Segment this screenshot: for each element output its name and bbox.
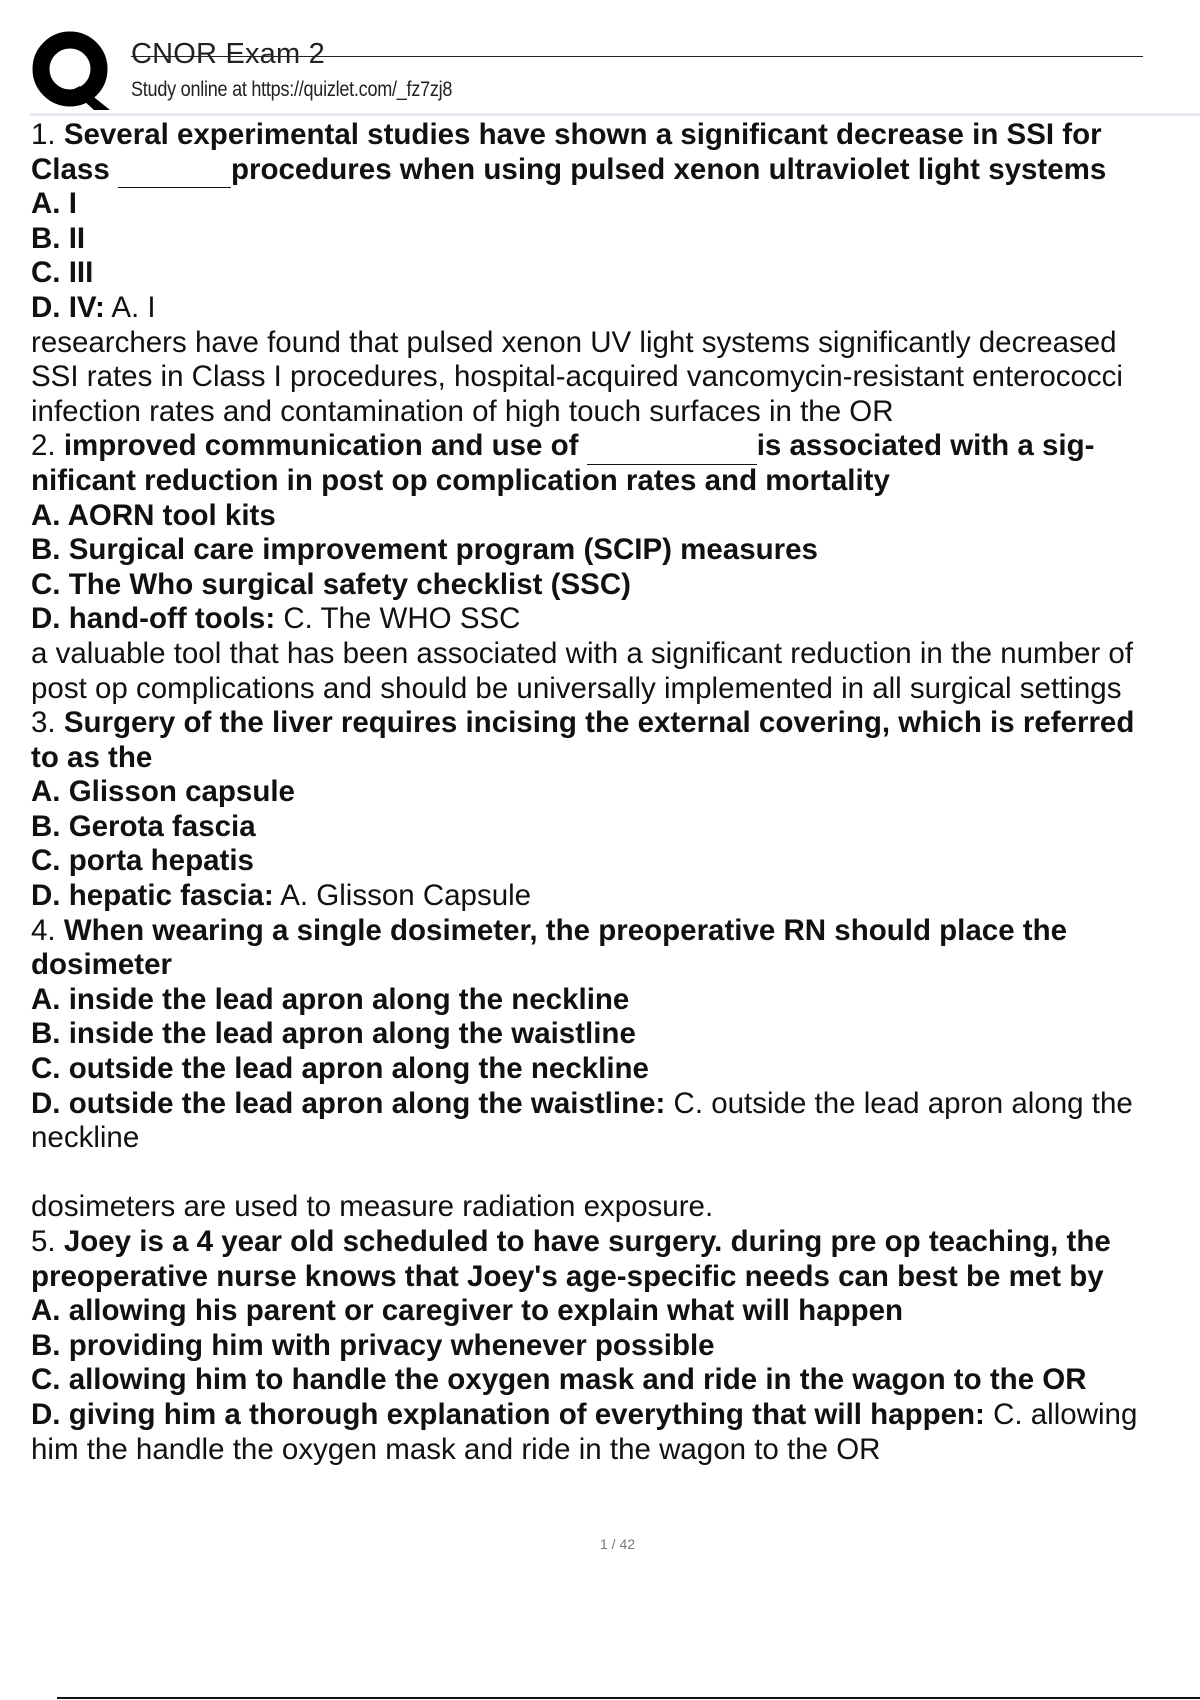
spacer xyxy=(31,1156,1200,1191)
question-1-option: C. III xyxy=(31,256,94,290)
question-2-explanation: post op complications and should be universally implemented in all surgical settings xyxy=(31,671,1122,705)
question-5-option: B. providing him with privacy whenever possible xyxy=(31,1328,715,1362)
question-4-answer: C. outside the lead apron along the xyxy=(673,1086,1133,1120)
header-divider xyxy=(30,113,1200,116)
question-2-stem-line-2: nificant reduction in post op complication rates and mortality xyxy=(31,463,890,497)
question-2-option-with-answer: D. hand-off tools: C. The WHO SSC xyxy=(31,602,521,636)
question-3-option: C. porta hepatis xyxy=(31,844,254,878)
question-4-answer-continued: neckline xyxy=(31,1121,140,1155)
question-1-answer: A. I xyxy=(111,290,156,324)
title-underline xyxy=(131,56,1143,57)
question-2-option: B. Surgical care improvement program (SCIP) measures xyxy=(31,533,818,567)
page-number: 1 / 42 xyxy=(599,1536,636,1552)
question-4-option: A. inside the lead apron along the neckline xyxy=(31,982,630,1016)
quizlet-q-logo-icon xyxy=(30,30,112,112)
question-2-explanation: a valuable tool that has been associated with a significant reduction in the number of xyxy=(31,636,1134,670)
question-1-option-with-answer: D. IV: A. I xyxy=(31,290,156,324)
question-5-option: A. allowing his parent or caregiver to explain what will happen xyxy=(31,1294,904,1328)
question-3-option-with-answer: D. hepatic fascia: A. Glisson Capsule xyxy=(31,879,532,913)
question-2-stem-line-1: 2. improved communication and use of is associated with a sig- xyxy=(31,429,1200,464)
document-body xyxy=(31,118,1200,1467)
question-3-option: B. Gerota fascia xyxy=(31,809,256,843)
question-4-option-with-answer: D. outside the lead apron along the waistline: C. outside the lead apron along the xyxy=(31,1086,1133,1120)
question-2-option: A. AORN tool kits xyxy=(31,498,276,532)
fill-in-blank xyxy=(118,153,231,189)
question-3-option: A. Glisson capsule xyxy=(31,775,295,809)
study-online-link[interactable]: Study online at https://quizlet.com/_fz7zj8 xyxy=(131,78,453,101)
question-3-stem-line-1: 3. Surgery of the liver requires incising the external covering, which is referred xyxy=(31,706,1135,740)
question-5-answer: C. allowing xyxy=(993,1397,1138,1431)
question-1-explanation: infection rates and contamination of high touch surfaces in the OR xyxy=(31,394,894,428)
footer-divider xyxy=(57,1697,1200,1699)
page-header xyxy=(0,0,1200,120)
question-1-stem-line-1: 1. Several experimental studies have shown a significant decrease in SSI for xyxy=(31,118,1102,151)
question-1-option: B. II xyxy=(31,221,86,255)
question-4-stem-line-2: dosimeter xyxy=(31,948,172,982)
question-5-option: C. allowing him to handle the oxygen mask and ride in the wagon to the OR xyxy=(31,1363,1087,1397)
question-1-explanation: researchers have found that pulsed xenon UV light systems significantly decreased xyxy=(31,325,1117,359)
document-title: CNOR Exam 2 xyxy=(131,38,325,70)
question-5-option-with-answer: D. giving him a thorough explanation of everything that will happen: C. allowing xyxy=(31,1397,1138,1431)
question-2-answer: C. The WHO SSC xyxy=(283,602,521,636)
question-5-stem-line-1: 5. Joey is a 4 year old scheduled to have surgery. during pre op teaching, the xyxy=(31,1225,1111,1258)
question-4-stem-line-1: 4. When wearing a single dosimeter, the preoperative RN should place the xyxy=(31,913,1068,947)
question-2-option: C. The Who surgical safety checklist (SSC) xyxy=(31,567,631,601)
fill-in-blank xyxy=(587,429,757,465)
question-4-explanation: dosimeters are used to measure radiation exposure. xyxy=(31,1190,714,1224)
question-3-stem-line-2: to as the xyxy=(31,740,153,774)
question-1-option: A. I xyxy=(31,187,77,221)
question-3-answer: A. Glisson Capsule xyxy=(280,879,532,913)
question-5-answer-continued: him the handle the oxygen mask and ride in the wagon to the OR xyxy=(31,1432,881,1466)
question-1-explanation: SSI rates in Class I procedures, hospital-acquired vancomycin-resistant enterococci xyxy=(31,360,1123,394)
question-4-option: B. inside the lead apron along the waistline xyxy=(31,1017,636,1051)
question-1-stem-line-2: Class procedures when using pulsed xenon ultraviolet light systems xyxy=(31,153,1200,188)
question-5-stem-line-2: preoperative nurse knows that Joey's age-specific needs can best be met by xyxy=(31,1259,1104,1293)
question-4-option: C. outside the lead apron along the neckline xyxy=(31,1052,649,1086)
